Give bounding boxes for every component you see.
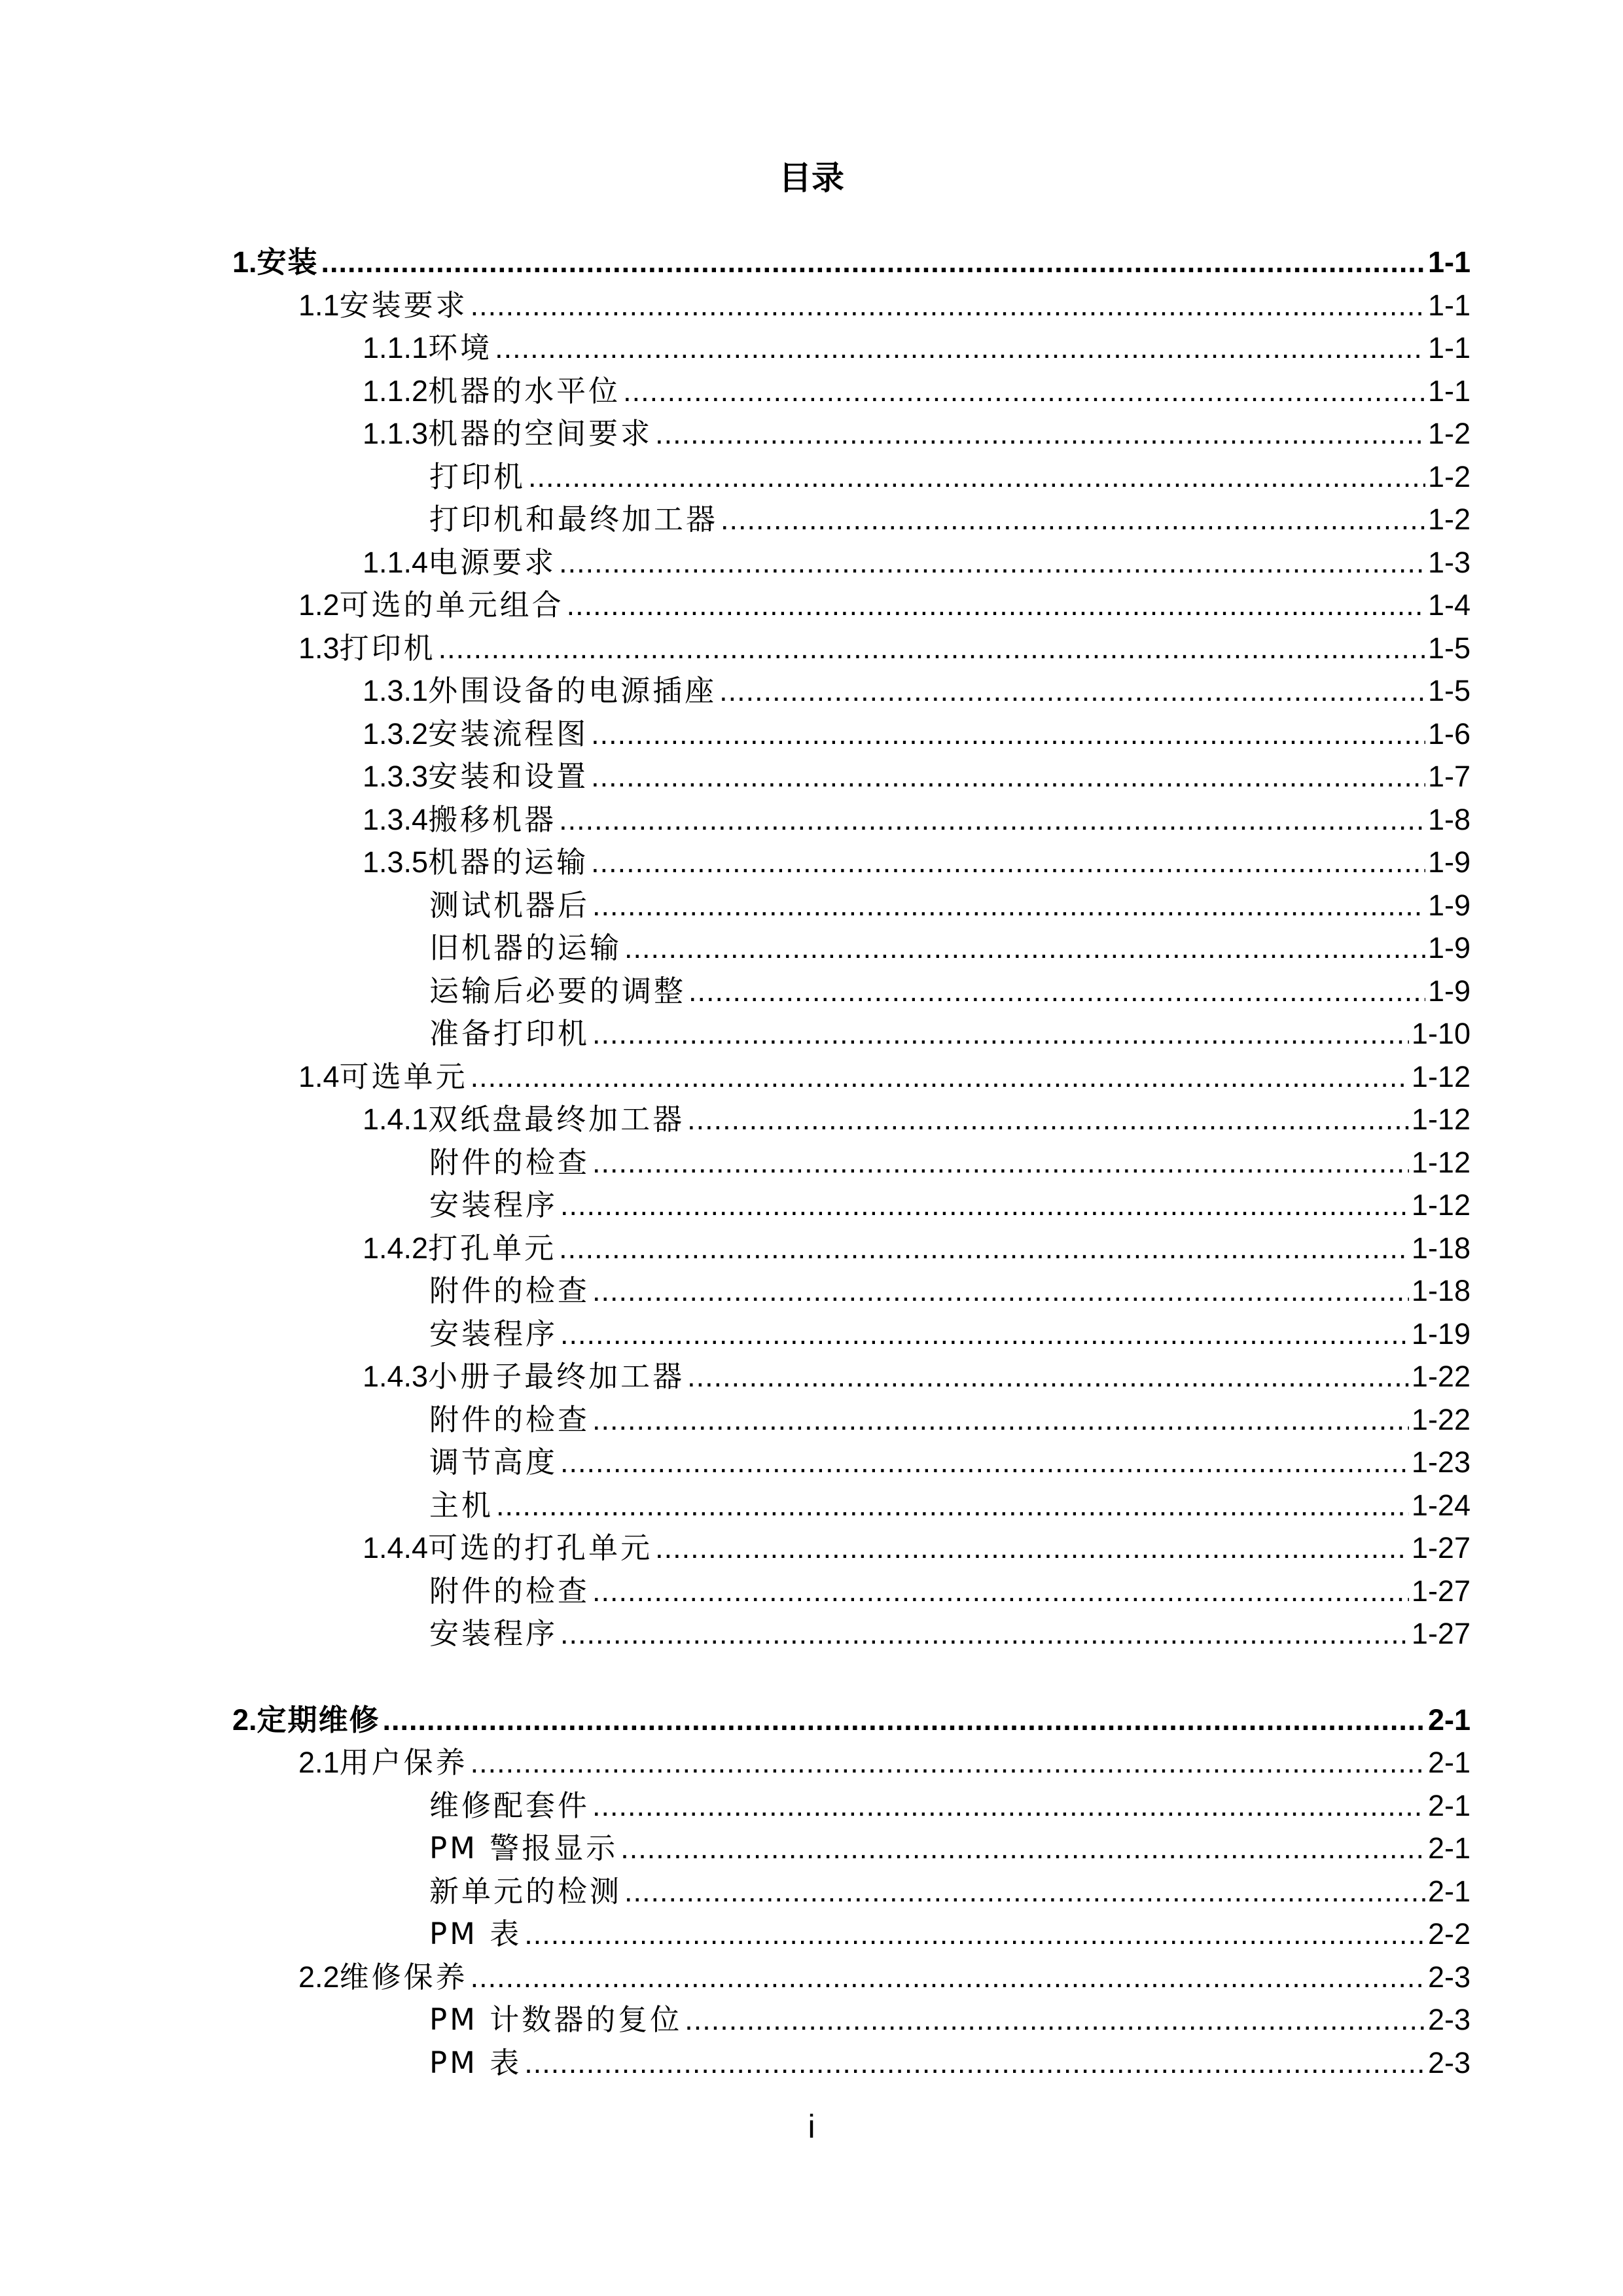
toc-entry-page: 1-5 [1427, 674, 1471, 707]
toc-dot-leader [471, 284, 1425, 327]
toc-entry-number: 1.3.5 [363, 845, 429, 879]
toc-dot-leader [438, 627, 1425, 670]
toc-entry [232, 669, 1471, 713]
toc-entry [232, 1570, 1471, 1613]
toc-entry-number: 1.2 [298, 588, 340, 622]
toc-entry-page: 1-9 [1427, 974, 1471, 1008]
toc-entry-label: 测试机器后 [429, 887, 590, 923]
toc-dot-leader [687, 1355, 1409, 1398]
toc-entry-label: 机器的水平位 [428, 373, 621, 408]
toc-dot-leader [591, 713, 1425, 756]
toc-entry [232, 1313, 1471, 1356]
toc-dot-leader [496, 1484, 1409, 1527]
toc-entry [232, 327, 1471, 370]
toc-entry-label: 准备打印机 [429, 1016, 590, 1051]
toc-entry-label: 安装程序 [429, 1188, 558, 1222]
toc-chapter-entry [232, 241, 1471, 284]
toc-entry-label: 用户保养 [339, 1745, 468, 1780]
toc-entry-label: 安装程序 [429, 1616, 558, 1651]
toc-entry-page: 1-1 [1427, 374, 1471, 408]
toc-entry [232, 1269, 1471, 1313]
toc-entry-page: 1-4 [1427, 588, 1471, 622]
toc-entry-page: 2-2 [1427, 1917, 1471, 1951]
toc-entry-page: 1-1 [1427, 245, 1471, 279]
table-of-contents [232, 241, 1471, 2084]
toc-entry-page: 1-6 [1427, 716, 1471, 751]
toc-entry [232, 755, 1471, 798]
toc-entry-page: 1-27 [1411, 1574, 1471, 1608]
toc-entry-number: 1. [232, 245, 257, 279]
toc-dot-leader [592, 1141, 1409, 1184]
toc-entry [232, 1827, 1471, 1870]
page-title: 目录 [779, 159, 844, 197]
toc-dot-leader [592, 1398, 1409, 1441]
toc-entry-label: 安装程序 [429, 1316, 558, 1351]
toc-entry-number: 2. [232, 1703, 257, 1737]
toc-entry-label: 调节高度 [429, 1445, 558, 1479]
toc-entry-label: 打印机和最终加工器 [429, 502, 719, 537]
toc-entry-page: 1-18 [1411, 1231, 1471, 1265]
toc-entry-label: 搬移机器 [428, 802, 557, 837]
toc-entry-page: 1-22 [1411, 1402, 1471, 1436]
toc-dot-leader [471, 1055, 1409, 1099]
toc-entry-label: 可选的打孔单元 [428, 1530, 653, 1565]
toc-entry-label: 可选的单元组合 [339, 588, 564, 622]
toc-dot-leader [528, 455, 1425, 499]
toc-entry [232, 284, 1471, 327]
toc-dot-leader [721, 498, 1425, 541]
toc-entry-label: 安装要求 [339, 287, 468, 323]
toc-dot-leader [592, 1269, 1409, 1313]
toc-entry-label: 打印机 [339, 630, 436, 665]
toc-entry-label: 机器的空间要求 [428, 416, 653, 451]
toc-dot-leader [655, 1527, 1409, 1570]
toc-entry [232, 1998, 1471, 2041]
toc-entry [232, 927, 1471, 970]
toc-entry [232, 1956, 1471, 1999]
toc-entry-label: 附件的检查 [429, 1573, 590, 1608]
toc-entry-page: 1-1 [1427, 331, 1471, 364]
toc-dot-leader [592, 1012, 1409, 1055]
toc-entry-page: 1-12 [1411, 1059, 1471, 1093]
toc-entry-number: 1.1.4 [363, 545, 429, 579]
toc-entry-page: 1-12 [1411, 1103, 1471, 1136]
toc-entry-page: 1-2 [1427, 417, 1471, 450]
toc-entry-label: 主机 [429, 1487, 494, 1523]
toc-entry-page: 1-12 [1411, 1145, 1471, 1179]
toc-entry-page: 1-27 [1411, 1617, 1471, 1650]
toc-entry-number: 1.4.3 [363, 1360, 429, 1393]
toc-entry [232, 2041, 1471, 2085]
toc-dot-leader [383, 1699, 1425, 1742]
toc-entry [232, 1098, 1471, 1141]
toc-entry-page: 1-1 [1427, 288, 1471, 322]
toc-entry-number: 1.4.1 [363, 1103, 429, 1136]
toc-entry-label: 安装流程图 [428, 716, 589, 751]
toc-dot-leader [524, 1913, 1425, 1956]
toc-dot-leader [559, 1227, 1409, 1270]
toc-dot-leader [591, 841, 1425, 884]
toc-entry-page: 2-1 [1427, 1831, 1471, 1865]
toc-entry-label: 双纸盘最终加工器 [428, 1102, 685, 1137]
toc-dot-leader [471, 1956, 1425, 1999]
toc-entry-label: PM 计数器的复位 [429, 2002, 683, 2037]
toc-dot-leader [471, 1741, 1425, 1784]
toc-entry-page: 1-2 [1427, 459, 1471, 493]
toc-entry-label: 小册子最终加工器 [428, 1359, 685, 1394]
toc-entry-label: 环境 [428, 330, 493, 365]
toc-entry-number: 1.3.4 [363, 802, 429, 836]
toc-entry [232, 1055, 1471, 1099]
toc-entry-page: 1-12 [1411, 1188, 1471, 1222]
toc-entry [232, 541, 1471, 584]
toc-entry-number: 1.4 [298, 1059, 340, 1093]
toc-dot-leader [688, 970, 1425, 1013]
toc-dot-leader [567, 584, 1425, 627]
toc-entry-label: 电源要求 [428, 544, 557, 580]
toc-entry-label: 安装 [257, 245, 319, 279]
toc-entry [232, 884, 1471, 927]
toc-entry-page: 1-8 [1427, 802, 1471, 836]
toc-entry-label: 机器的运输 [428, 845, 589, 879]
toc-entry [232, 584, 1471, 627]
toc-dot-leader [592, 884, 1425, 927]
toc-entry [232, 1527, 1471, 1570]
toc-entry [232, 798, 1471, 841]
toc-entry [232, 412, 1471, 455]
toc-entry-label: 安装和设置 [428, 759, 589, 794]
toc-entry-label: PM 表 [429, 1916, 522, 1951]
toc-entry-page: 1-27 [1411, 1531, 1471, 1564]
toc-entry-label: 外围设备的电源插座 [428, 673, 717, 708]
toc-entry [232, 1870, 1471, 1913]
toc-entry [232, 1441, 1471, 1484]
toc-entry-page: 1-9 [1427, 888, 1471, 922]
toc-entry [232, 1741, 1471, 1784]
toc-entry-page: 2-1 [1427, 1703, 1471, 1737]
toc-entry-page: 1-22 [1411, 1360, 1471, 1393]
toc-dot-leader [560, 1441, 1409, 1484]
toc-entry-label: 维修保养 [339, 1959, 468, 1994]
toc-entry [232, 1012, 1471, 1055]
toc-dot-leader [687, 1098, 1409, 1141]
toc-entry-page: 1-18 [1411, 1274, 1471, 1307]
toc-dot-leader [685, 1998, 1425, 2041]
toc-dot-leader [321, 241, 1425, 284]
toc-entry-label: 维修配套件 [429, 1788, 590, 1823]
toc-dot-leader [624, 1870, 1425, 1913]
toc-dot-leader [560, 1184, 1409, 1227]
toc-dot-leader [624, 927, 1425, 970]
toc-entry-label: 运输后必要的调整 [429, 973, 687, 1008]
toc-entry-label: 附件的检查 [429, 1144, 590, 1180]
toc-entry [232, 1355, 1471, 1398]
toc-entry-number: 1.4.2 [363, 1231, 429, 1265]
toc-dot-leader [592, 1784, 1425, 1828]
toc-entry [232, 713, 1471, 756]
toc-entry [232, 1227, 1471, 1270]
toc-entry-page: 1-2 [1427, 503, 1471, 536]
toc-entry [232, 455, 1471, 499]
toc-entry-page: 2-3 [1427, 2045, 1471, 2079]
toc-entry [232, 1612, 1471, 1655]
toc-entry-page: 2-1 [1427, 1874, 1471, 1908]
toc-entry-page: 1-9 [1427, 845, 1471, 879]
toc-entry-label: 打孔单元 [428, 1230, 557, 1265]
toc-entry [232, 627, 1471, 670]
toc-dot-leader [719, 669, 1425, 713]
toc-entry-label: PM 表 [429, 2045, 522, 2080]
toc-entry [232, 841, 1471, 884]
toc-chapter-entry [232, 1699, 1471, 1742]
toc-dot-leader [559, 541, 1425, 584]
toc-entry-page: 1-5 [1427, 631, 1471, 665]
toc-entry-label: 附件的检查 [429, 1273, 590, 1308]
toc-entry-page: 1-10 [1411, 1017, 1471, 1050]
toc-dot-leader [655, 412, 1425, 455]
toc-entry-label: 附件的检查 [429, 1402, 590, 1437]
toc-dot-leader [591, 755, 1425, 798]
toc-entry-label: 打印机 [429, 459, 526, 494]
toc-entry-label: PM 警报显示 [429, 1831, 618, 1865]
toc-entry-label: 可选单元 [339, 1059, 468, 1094]
toc-entry [232, 498, 1471, 541]
toc-entry-number: 1.3.2 [363, 716, 429, 751]
toc-entry-label: 旧机器的运输 [429, 930, 622, 965]
toc-entry-number: 1.1.1 [363, 331, 429, 364]
toc-entry-page: 1-24 [1411, 1488, 1471, 1522]
toc-entry-page: 1-19 [1411, 1316, 1471, 1351]
toc-dot-leader [620, 1827, 1425, 1870]
toc-dot-leader [524, 2041, 1425, 2085]
toc-entry-number: 1.3.1 [363, 674, 429, 707]
toc-dot-leader [495, 327, 1425, 370]
toc-entry-label: 定期维修 [257, 1702, 380, 1737]
toc-entry-page: 2-1 [1427, 1788, 1471, 1822]
toc-entry-number: 1.1.3 [363, 417, 429, 450]
toc-entry [232, 970, 1471, 1013]
toc-entry-number: 1.1.2 [363, 374, 429, 408]
toc-entry-number: 2.2 [298, 1960, 340, 1994]
toc-entry-number: 1.3 [298, 631, 340, 665]
toc-entry [232, 1913, 1471, 1956]
toc-dot-leader [560, 1612, 1409, 1655]
toc-entry [232, 370, 1471, 413]
toc-entry-number: 1.3.3 [363, 760, 429, 793]
toc-entry-page: 1-9 [1427, 931, 1471, 964]
toc-entry [232, 1141, 1471, 1184]
toc-dot-leader [560, 1313, 1409, 1356]
toc-entry-number: 1.4.4 [363, 1531, 429, 1564]
toc-entry-page: 1-7 [1427, 760, 1471, 793]
toc-entry [232, 1184, 1471, 1227]
toc-entry-page: 2-1 [1427, 1746, 1471, 1779]
toc-dot-leader [592, 1570, 1409, 1613]
toc-entry-label: 新单元的检测 [429, 1873, 622, 1909]
toc-entry-page: 2-3 [1427, 2003, 1471, 2036]
toc-entry-page: 2-3 [1427, 1960, 1471, 1994]
toc-dot-leader [559, 798, 1425, 841]
toc-entry [232, 1398, 1471, 1441]
toc-entry-page: 1-3 [1427, 545, 1471, 579]
toc-entry-number: 1.1 [298, 288, 340, 322]
toc-entry [232, 1484, 1471, 1527]
toc-entry-page: 1-23 [1411, 1445, 1471, 1479]
toc-entry [232, 1784, 1471, 1828]
toc-entry-number: 2.1 [298, 1746, 340, 1779]
page-number: i [808, 2108, 815, 2145]
toc-dot-leader [623, 370, 1425, 413]
